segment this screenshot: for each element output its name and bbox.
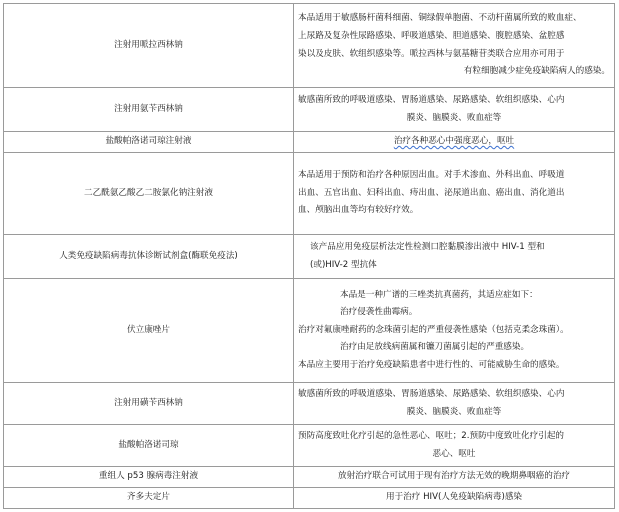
drug-name-cell (4, 153, 294, 235)
indication-cell (294, 88, 615, 132)
table-row (4, 425, 615, 467)
drug-name: 齐多夫定片 (127, 492, 170, 503)
drug-name-cell (4, 467, 294, 488)
drug-name-cell (4, 132, 294, 153)
indication-cell (294, 383, 615, 425)
drug-name: 伏立康唑片 (127, 324, 170, 335)
indication-line: 恶心、呕吐 (432, 448, 476, 459)
indication-line: 血、颅脑出血等均有较好疗效。 (298, 205, 419, 216)
indication-line: 有粒细胞减少症免疫缺陷病人的感染。 (463, 66, 610, 77)
indication-line: 上尿路及复杂性尿路感染、呼吸道感染、胆道感染、腹腔感染、盆腔感 (298, 30, 565, 41)
indication-line: 本品适用于敏感肠杆菌科细菌、铜绿假单胞菌、不动杆菌属所致的败血症、 (298, 13, 582, 24)
indication-line: 膜炎、脑膜炎、败血症等 (406, 112, 502, 123)
indication-cell (294, 425, 615, 467)
indication-cell (294, 279, 615, 383)
table-row (4, 132, 615, 153)
drug-name-cell (4, 235, 294, 279)
table-row (4, 88, 615, 132)
indication-line: 治疗各种恶心中强度恶心，呕吐 (393, 136, 515, 147)
table-row (4, 383, 615, 425)
drug-name-cell (4, 383, 294, 425)
indication-line: 敏感菌所致的呼吸道感染、胃肠道感染、尿路感染、软组织感染、心内 (298, 388, 565, 399)
drug-name: 人类免疫缺陷病毒抗体诊断试剂盒(酶联免疫法) (59, 250, 238, 261)
drug-name-cell (4, 425, 294, 467)
indication-cell (294, 488, 615, 509)
indication-line: 用于治疗 HIV(人免疫缺陷病毒)感染 (385, 492, 523, 503)
drug-name-cell (4, 279, 294, 383)
indication-line: 膜炎、脑膜炎、败血症等 (406, 406, 502, 417)
drug-indication-table (3, 3, 615, 509)
drug-name-cell (4, 88, 294, 132)
indication-line: 本品是一种广谱的三唑类抗真菌药，其适应症如下： (340, 289, 538, 300)
drug-name: 二乙酰氨乙酸乙二胺氯化钠注射液 (84, 187, 213, 198)
indication-line: 治疗对氟康唑耐药的念珠菌引起的严重侵袭性感染（包括克柔念珠菌）。 (298, 324, 569, 335)
drug-name: 重组人 p53 腺病毒注射液 (98, 471, 199, 482)
drug-name: 盐酸帕洛诺司琼注射液 (105, 136, 192, 147)
indication-line: 本品应主要用于治疗免疫缺陷患者中进行性的、可能威胁生命的感染。 (298, 359, 565, 370)
drug-name: 注射用磺苄西林钠 (114, 397, 183, 408)
table-row (4, 467, 615, 488)
indication-line: 治疗侵袭性曲霉病。 (340, 307, 418, 318)
table-row (4, 153, 615, 235)
indication-line: 本品适用于预防和治疗各种原因出血。对手术渗血、外科出血、呼吸道 (298, 170, 565, 181)
drug-name-cell (4, 4, 294, 88)
indication-line: 治疗由足放线病菌属和镰刀菌属引起的严重感染。 (340, 342, 530, 353)
indication-line: 敏感菌所致的呼吸道感染、胃肠道感染、尿路感染、软组织感染、心内 (298, 94, 565, 105)
indication-line: 该产品应用免疫层析法定性检测口腔黏膜渗出液中 HIV-1 型和 (310, 241, 545, 252)
indication-cell (294, 132, 615, 153)
indication-line: 染以及皮肤、软组织感染等。哌拉西林与氨基糖苷类联合应用亦可用于 (298, 48, 565, 59)
drug-name: 注射用哌拉西林钠 (114, 39, 183, 50)
drug-name-cell (4, 488, 294, 509)
drug-name: 注射用氨苄西林钠 (114, 103, 183, 114)
indication-line: 放射治疗联合可试用于现有治疗方法无效的晚期鼻咽癌的治疗 (337, 471, 571, 482)
indication-line: 预防高度致吐化疗引起的急性恶心、呕吐；2.预防中度致吐化疗引起的 (298, 430, 565, 441)
table-row (4, 488, 615, 509)
indication-line: 出血、五官出血、妇科出血、痔出血、泌尿道出血、癌出血、消化道出 (298, 187, 565, 198)
indication-cell (294, 467, 615, 488)
table-row (4, 4, 615, 88)
table-row (4, 235, 615, 279)
drug-name: 盐酸帕洛诺司琼 (118, 439, 179, 450)
indication-cell (294, 235, 615, 279)
indication-line: (或)HIV-2 型抗体 (310, 259, 377, 270)
table-row (4, 279, 615, 383)
indication-cell (294, 153, 615, 235)
indication-cell (294, 4, 615, 88)
